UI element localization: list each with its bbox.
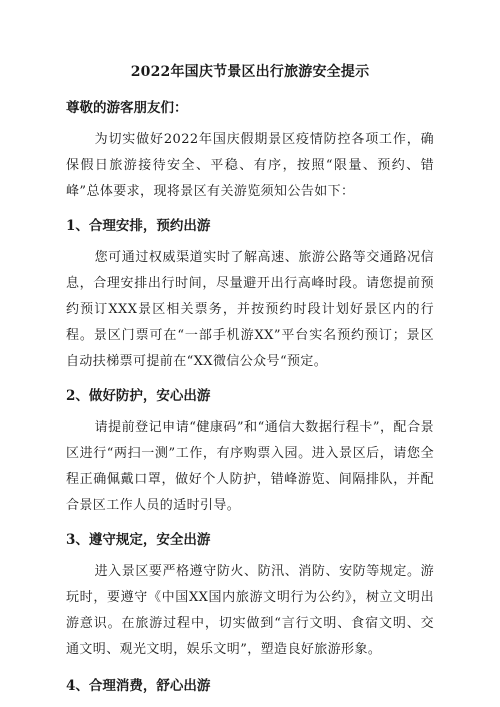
greeting: 尊敬的游客朋友们：: [66, 100, 188, 116]
section-3-heading: 3、遵守规定，安全出游: [66, 532, 211, 548]
section-3-body: 进入景区要严格遵守防火、防汛、消防、安防等规定。游玩时，要遵守《中国XX国内旅游文明行为公约》，树立文明出游意识。在旅游过程中，切实做到“言行文明、食宿文明、交通文明、观光文明，娱乐文明”，塑造良好旅游形象。: [66, 564, 434, 657]
section-4-heading: 4、合理消费，舒心出游: [66, 678, 211, 694]
section-1-body: 您可通过权威渠道实时了解高速、旅游公路等交通路况信息，合理安排出行时间，尽量避开出行高峰时段。请您提前预约预订XXX景区相关票务，并按预约时段计划好景区内的行程。景区门票可在“一部手机游XX”平台实名预约预订；景区自动扶梯票可提前在“XX微信公众号“预定。: [66, 250, 434, 369]
document-title: 2022年国庆节景区出行旅游安全提示: [130, 64, 370, 80]
intro-paragraph: 为切实做好2022年国庆假期景区疫情防控各项工作，确保假日旅游接待安全、平稳、有序，按照“限量、预约、错峰”总体要求，现将景区有关游览须知公告如下：: [66, 132, 434, 199]
section-2-heading: 2、做好防护，安心出游: [66, 388, 211, 404]
section-1-heading: 1、合理安排，预约出游: [66, 218, 211, 234]
section-2-body: 请提前登记申请“健康码”和“通信大数据行程卡”，配合景区进行“两扫一测”工作，有序购票入园。进入景区后，请您全程正确佩戴口罩，做好个人防护，错峰游览、间隔排队，并配合景区工作人员的适时引导。: [66, 420, 434, 513]
